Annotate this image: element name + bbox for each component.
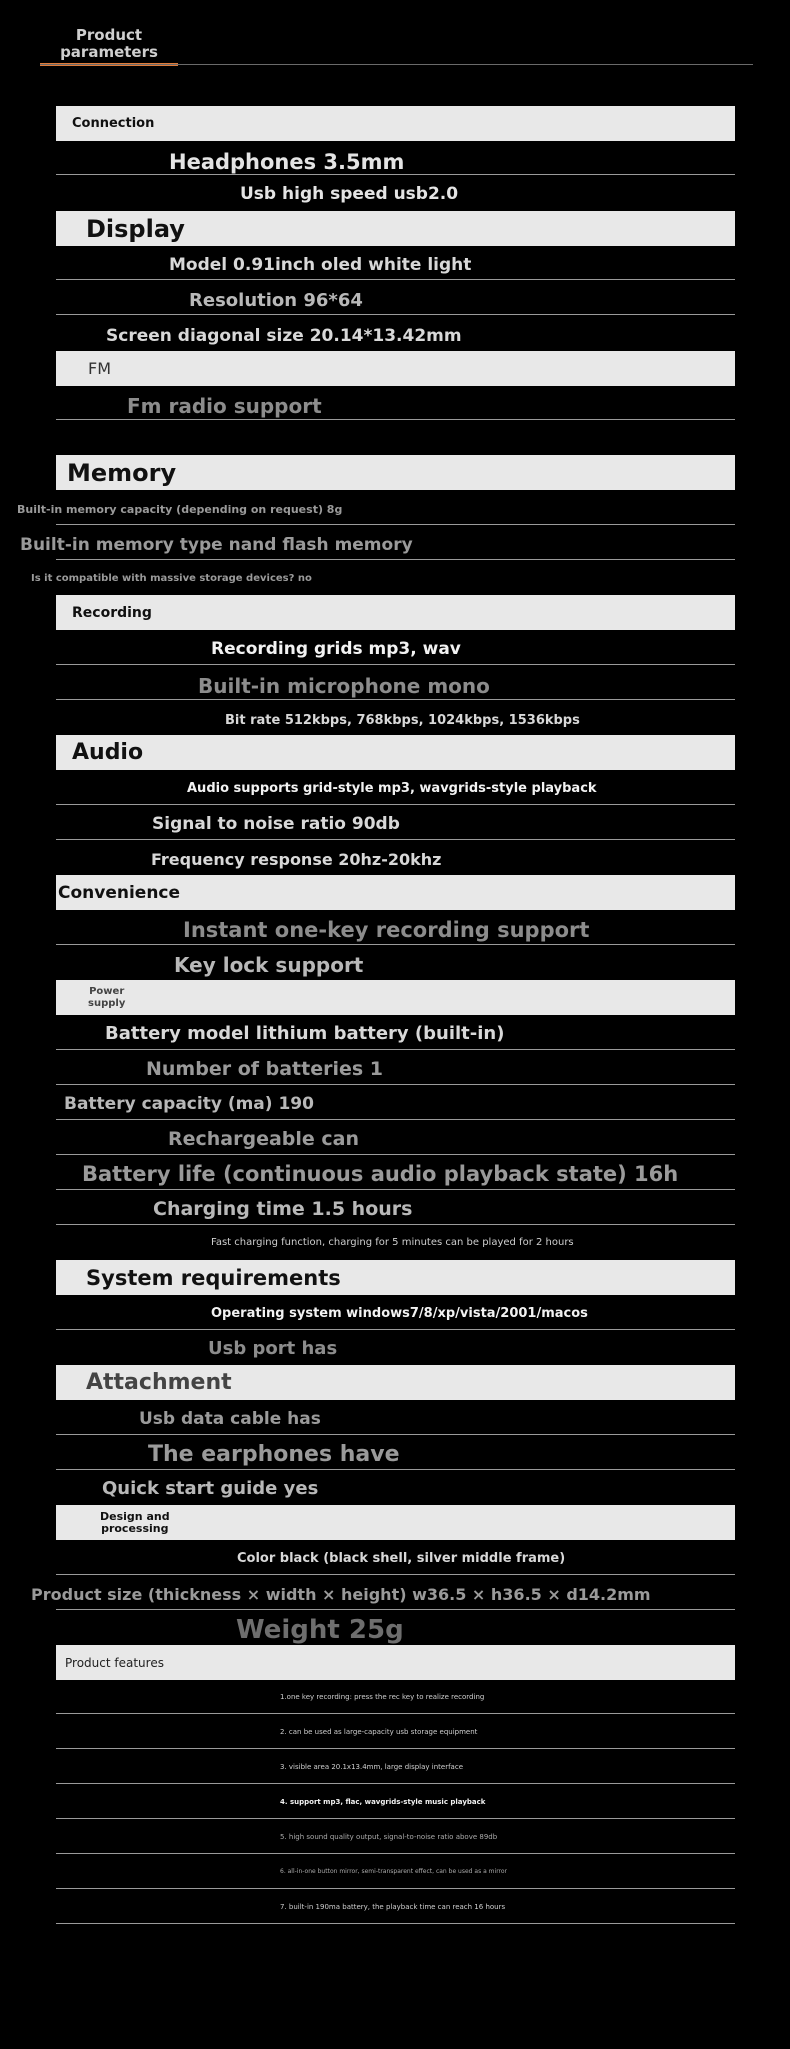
row-divider [56,944,735,945]
section-connection [56,106,735,141]
row-divider [56,1119,735,1120]
row-operating-system: Operating system windows7/8/xp/vista/2001/macos [211,1306,588,1321]
row-divider [56,1049,735,1050]
tab-title-line-2: parameters [60,43,158,61]
row-divider [56,174,735,175]
row-usb-port: Usb port has [208,1338,338,1359]
row-divider [56,1609,735,1610]
row-model: Model 0.91inch oled white light [169,255,472,275]
row-divider [56,699,735,700]
row-battery-model: Battery model lithium battery (built-in) [105,1023,505,1044]
row-bitrate: Bit rate 512kbps, 768kbps, 1024kbps, 1536kbps [225,713,580,728]
row-battery-capacity: Battery capacity (ma) 190 [64,1094,314,1114]
feature-item: 3. visible area 20.1x13.4mm, large display interface [280,1763,464,1771]
row-divider [56,419,735,420]
feature-item: 2. can be used as large-capacity usb storage equipment [280,1728,478,1736]
section-design-processing-title [100,1511,170,1535]
row-divider [56,1574,735,1575]
row-screen-size: Screen diagonal size 20.14*13.42mm [106,326,462,346]
section-connection-title: Connection [72,116,155,131]
feature-divider [56,1818,735,1819]
row-divider [56,1154,735,1155]
section-audio-title: Audio [72,740,144,765]
row-divider [56,524,735,525]
tab-title-line-1: Product [75,26,143,44]
section-power-supply-title [88,986,125,1010]
product-parameters-tab [40,27,178,61]
row-memory-capacity: Built-in memory capacity (depending on request) 8g [17,503,343,516]
section-memory [56,455,735,490]
feature-divider [56,1748,735,1749]
section-recording [56,595,735,630]
section-product-features-title: Product features [65,1655,164,1670]
row-divider [56,314,735,315]
section-product-features [56,1645,735,1680]
feature-divider [56,1783,735,1784]
row-product-size: Product size (thickness × width × height) w36.5 × h36.5 × d14.2mm [31,1585,651,1604]
section-attachment [56,1365,735,1400]
row-divider [56,1434,735,1435]
row-snr: Signal to noise ratio 90db [152,814,400,834]
row-divider [56,1224,735,1225]
row-recording-grids: Recording grids mp3, wav [211,639,461,659]
section-recording-title: Recording [72,604,152,621]
row-divider [56,279,735,280]
row-battery-life: Battery life (continuous audio playback state) 16h [82,1162,679,1186]
row-memory-type: Built-in memory type nand flash memory [20,535,413,555]
section-attachment-title: Attachment [86,1370,232,1395]
row-usb-cable: Usb data cable has [139,1409,321,1429]
section-design-processing [56,1505,735,1540]
row-divider [56,804,735,805]
feature-item: 6. all-in-one button mirror, semi-transparent effect, can be used as a mirror [280,1868,508,1875]
row-resolution: Resolution 96*64 [189,290,363,311]
feature-divider [56,1713,735,1714]
row-divider [56,1084,735,1085]
section-convenience-title: Convenience [58,882,181,903]
row-divider [56,664,735,665]
section-display [56,211,735,246]
row-frequency: Frequency response 20hz-20khz [151,850,442,869]
section-power-supply [56,980,735,1015]
row-fm-support: Fm radio support [127,394,322,418]
section-design-line-2: processing [101,1521,169,1535]
row-key-lock: Key lock support [174,953,364,977]
section-memory-title: Memory [67,458,177,487]
row-one-key-recording: Instant one-key recording support [183,918,590,942]
header-divider [40,64,753,65]
feature-item: 7. built-in 190ma battery, the playback time can reach 16 hours [280,1903,506,1911]
row-weight: Weight 25g [236,1615,404,1645]
row-color: Color black (black shell, silver middle frame) [237,1551,566,1566]
row-divider [56,559,735,560]
section-design-line-1: Design and [100,1509,170,1523]
row-divider [56,839,735,840]
row-divider [56,1189,735,1190]
feature-divider [56,1888,735,1889]
section-convenience [56,875,735,910]
row-mass-storage: Is it compatible with massive storage devices? no [31,573,312,584]
row-audio-support: Audio supports grid-style mp3, wavgrids-style playback [187,781,597,796]
row-divider [56,1469,735,1470]
row-rechargeable: Rechargeable can [168,1128,360,1150]
row-microphone: Built-in microphone mono [198,674,490,698]
feature-divider [56,1853,735,1854]
section-fm [56,351,735,386]
row-fast-charge: Fast charging function, charging for 5 minutes can be played for 2 hours [211,1237,574,1248]
section-fm-title: FM [88,359,112,378]
feature-item: 5. high sound quality output, signal-to-noise ratio above 89db [280,1833,498,1841]
section-power-supply-line-1: Power [89,985,125,997]
row-earphones: The earphones have [148,1442,400,1467]
section-power-supply-line-2: supply [88,997,126,1009]
section-system-requirements [56,1260,735,1295]
row-headphones: Headphones 3.5mm [169,150,405,174]
row-battery-count: Number of batteries 1 [146,1058,384,1080]
row-quick-start: Quick start guide yes [102,1478,319,1499]
feature-item: 1.one key recording: press the rec key to realize recording [280,1693,485,1701]
feature-item: 4. support mp3, flac, wavgrids-style music playback [280,1798,486,1806]
feature-divider [56,1923,735,1924]
section-display-title: Display [86,214,185,243]
row-charging-time: Charging time 1.5 hours [153,1198,413,1220]
section-audio [56,735,735,770]
row-usb-speed: Usb high speed usb2.0 [240,184,459,204]
section-system-requirements-title: System requirements [86,1265,341,1290]
row-divider [56,1329,735,1330]
